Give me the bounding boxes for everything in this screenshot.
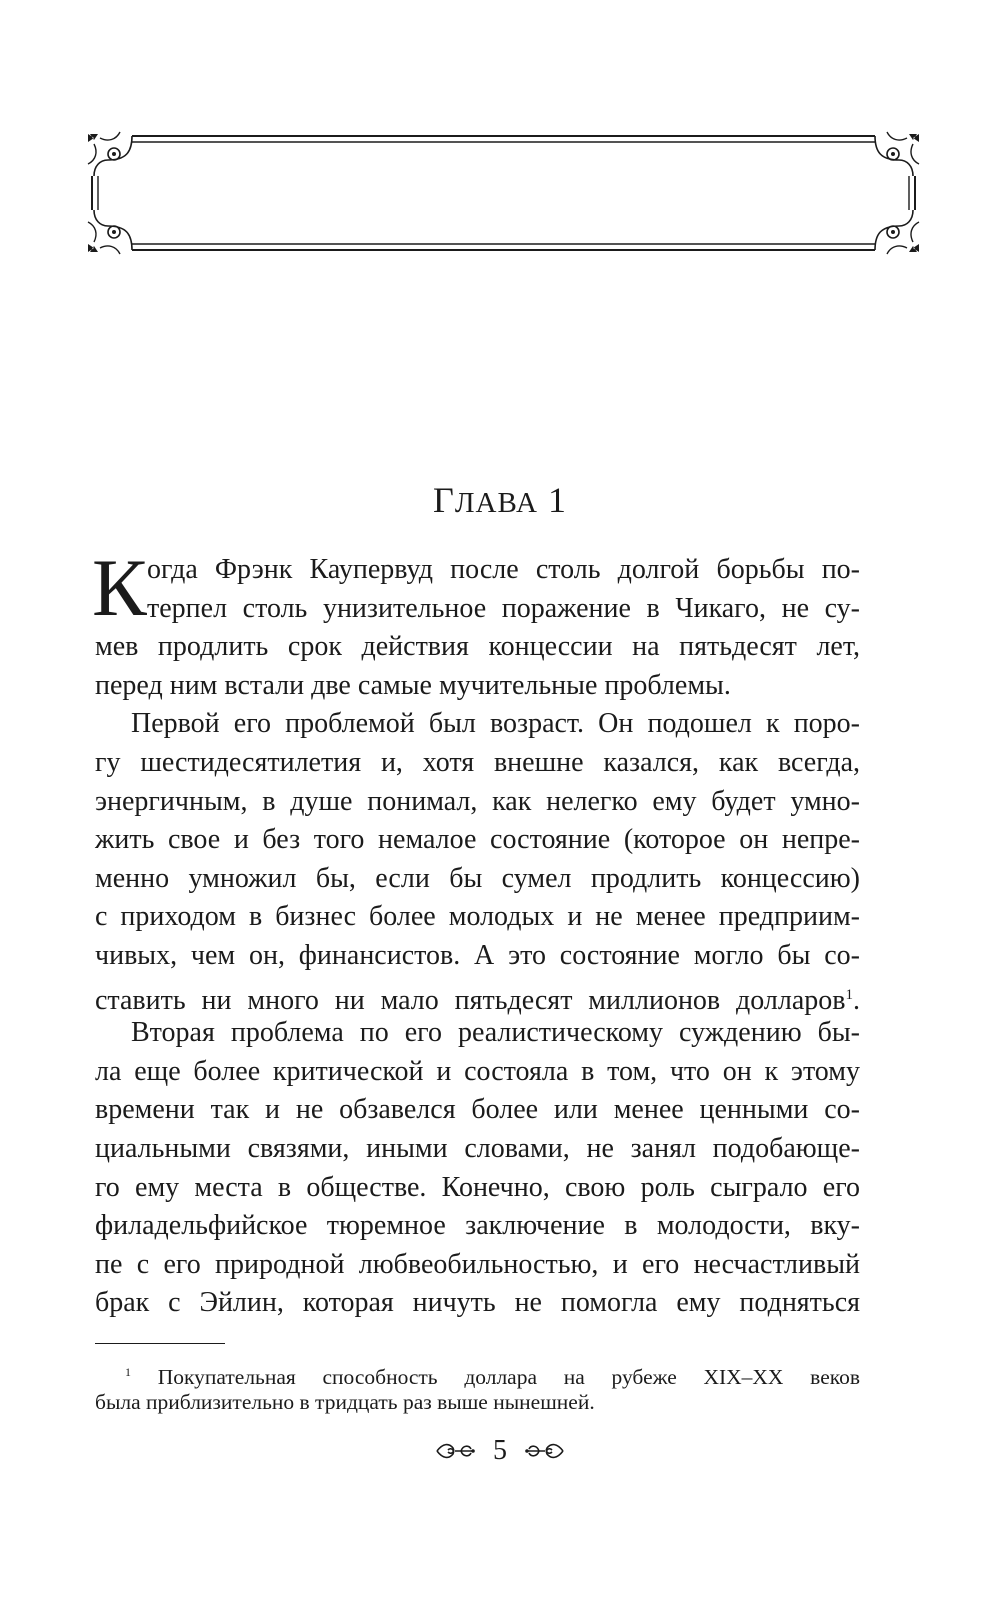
footnote-divider [95,1343,225,1344]
text-line: ла еще более критической и состояла в том, что он к этому [95,1055,860,1087]
page-number: 5 [493,1435,507,1466]
paragraph-3 [95,1014,860,1323]
text-line: го ему места в обществе. Конечно, свою роль сыграло его [95,1171,860,1203]
paragraph-1 [92,542,860,705]
text-line: брак с Эйлин, которая ничуть не помогла ему подняться [95,1287,860,1319]
ornamental-frame [86,130,921,256]
text-line: филадельфийское тюремное заключение в молодости, вку- [95,1210,860,1242]
text-line-with-footnote [95,976,860,1015]
text-line: огда Фрэнк Каупервуд после столь долгой борьбы по- [147,554,860,585]
footnote-reference[interactable]: 1 [845,986,853,1003]
footnote [95,1357,860,1417]
footnote-text: Покупательная способность доллара на рубеже XIX–XX веков [157,1365,860,1389]
text-line: с приходом в бизнес более молодых и не менее предприим- [95,901,860,933]
text-line: пе с его природной любвеобильностью, и его несчастливый [95,1248,860,1280]
text-line: ставить ни много ни мало пятьдесят миллионов долларов [95,984,846,1016]
page-folio [0,1435,1000,1471]
footnote-mark: 1 [125,1365,131,1379]
text-line: мев продлить срок действия концессии на пятьдесят лет, [95,631,860,663]
drop-cap: К [92,542,147,633]
body-text [92,542,860,1323]
text-line: жить свое и без того немалое состояние (которое он непре- [95,824,860,856]
text-line: перед ним встали две самые мучительные проблемы. [95,669,731,701]
chapter-number: 1 [547,480,567,520]
text-line: чивых, чем он, финансистов. А это состояние могло бы со- [95,939,860,971]
footnote-line [95,1357,860,1387]
text-line: гу шестидесятилетия и, хотя внешне казался, как всегда, [95,746,860,778]
right-flourish-icon [525,1440,565,1462]
text-line: времени так и не обзавелся более или менее ценными со- [95,1094,860,1126]
text-line: терпел столь унизительное поражение в Чикаго, не су- [147,592,860,624]
left-flourish-icon [435,1440,475,1462]
text-line: менно умножил бы, если бы сумел продлить концессию) [95,862,860,894]
text-line: энергичным, в душе понимал, как нелегко ему будет умно- [95,785,860,817]
chapter-label-initial: Г [433,480,455,520]
paragraph-2 [95,705,860,1014]
text-line: Первой его проблемой был возраст. Он подошел к поро- [131,708,860,740]
sentence-end: . [853,984,860,1016]
text-line: Вторая проблема по его реалистическому суждению бы- [131,1017,860,1049]
chapter-label-rest: ЛАВА [454,487,538,519]
text-line: циальными связями, иными словами, не занял подобающе- [95,1132,860,1164]
footnote-line: была приблизительно в тридцать раз выше нынешней. [95,1390,595,1414]
chapter-title [0,480,1000,523]
ornamental-frame-icon [86,130,921,256]
